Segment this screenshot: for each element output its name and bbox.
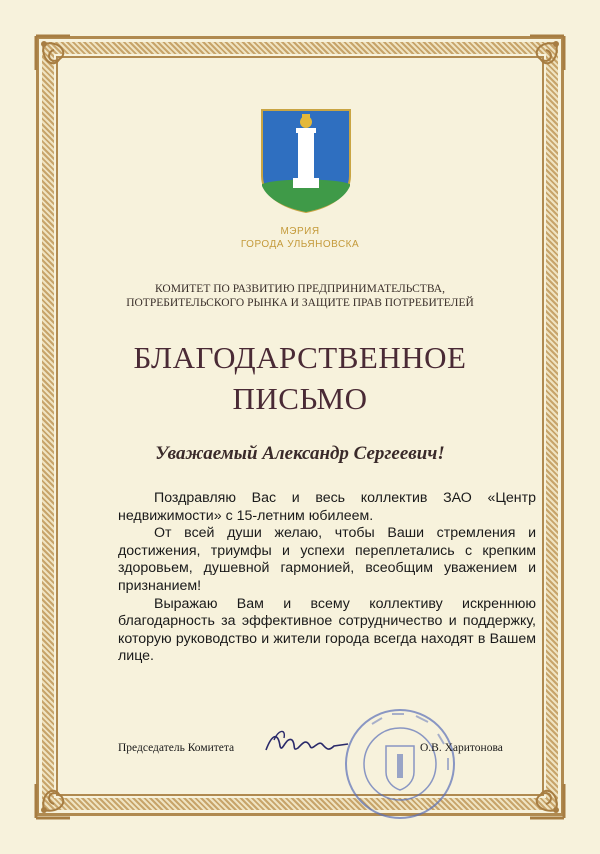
corner-ornament-icon (500, 754, 570, 824)
document-title: БЛАГОДАРСТВЕННОЕ (133, 340, 467, 375)
paragraph: Выражаю Вам и всему коллективу искреннюю благодарность за эффективное сотрудничество и поддержку, которую руководство и жители города всегда находят в Вашем лице. (118, 595, 536, 665)
mayor-title: МЭРИЯ (280, 226, 320, 237)
signatory-name: О.В. Харитонова (420, 742, 503, 754)
letter-body (118, 490, 536, 666)
corner-ornament-icon (500, 30, 570, 100)
paragraph: Поздравляю Вас и весь коллектив ЗАО «Центр недвижимости» с 15-летним юбилеем. (118, 490, 536, 524)
committee-line: КОМИТЕТ ПО РАЗВИТИЮ ПРЕДПРИНИМАТЕЛЬСТВА, (155, 283, 445, 295)
paragraph: От всей души желаю, чтобы Ваши стремления и достижения, триумфы и успехи переплетались с крепким здоровьем, душевной гармонией, всеобщим уважением и признанием! (118, 525, 536, 594)
mayor-city: ГОРОДА УЛЬЯНОВСКА (240, 239, 360, 250)
signatory-position: Председатель Комитета (118, 742, 235, 754)
handwritten-signature-icon (262, 726, 354, 760)
corner-ornament-icon (30, 30, 100, 100)
greeting: Уважаемый Александр Сергеевич! (155, 443, 445, 464)
committee-line: ПОТРЕБИТЕЛЬСКОГО РЫНКА И ЗАЩИТЕ ПРАВ ПОТРЕБИТЕЛЕЙ (126, 297, 474, 309)
corner-ornament-icon (30, 754, 100, 824)
coat-of-arms-icon (258, 106, 354, 214)
document-title: ПИСЬМО (232, 381, 368, 416)
official-stamp-icon (342, 706, 458, 822)
